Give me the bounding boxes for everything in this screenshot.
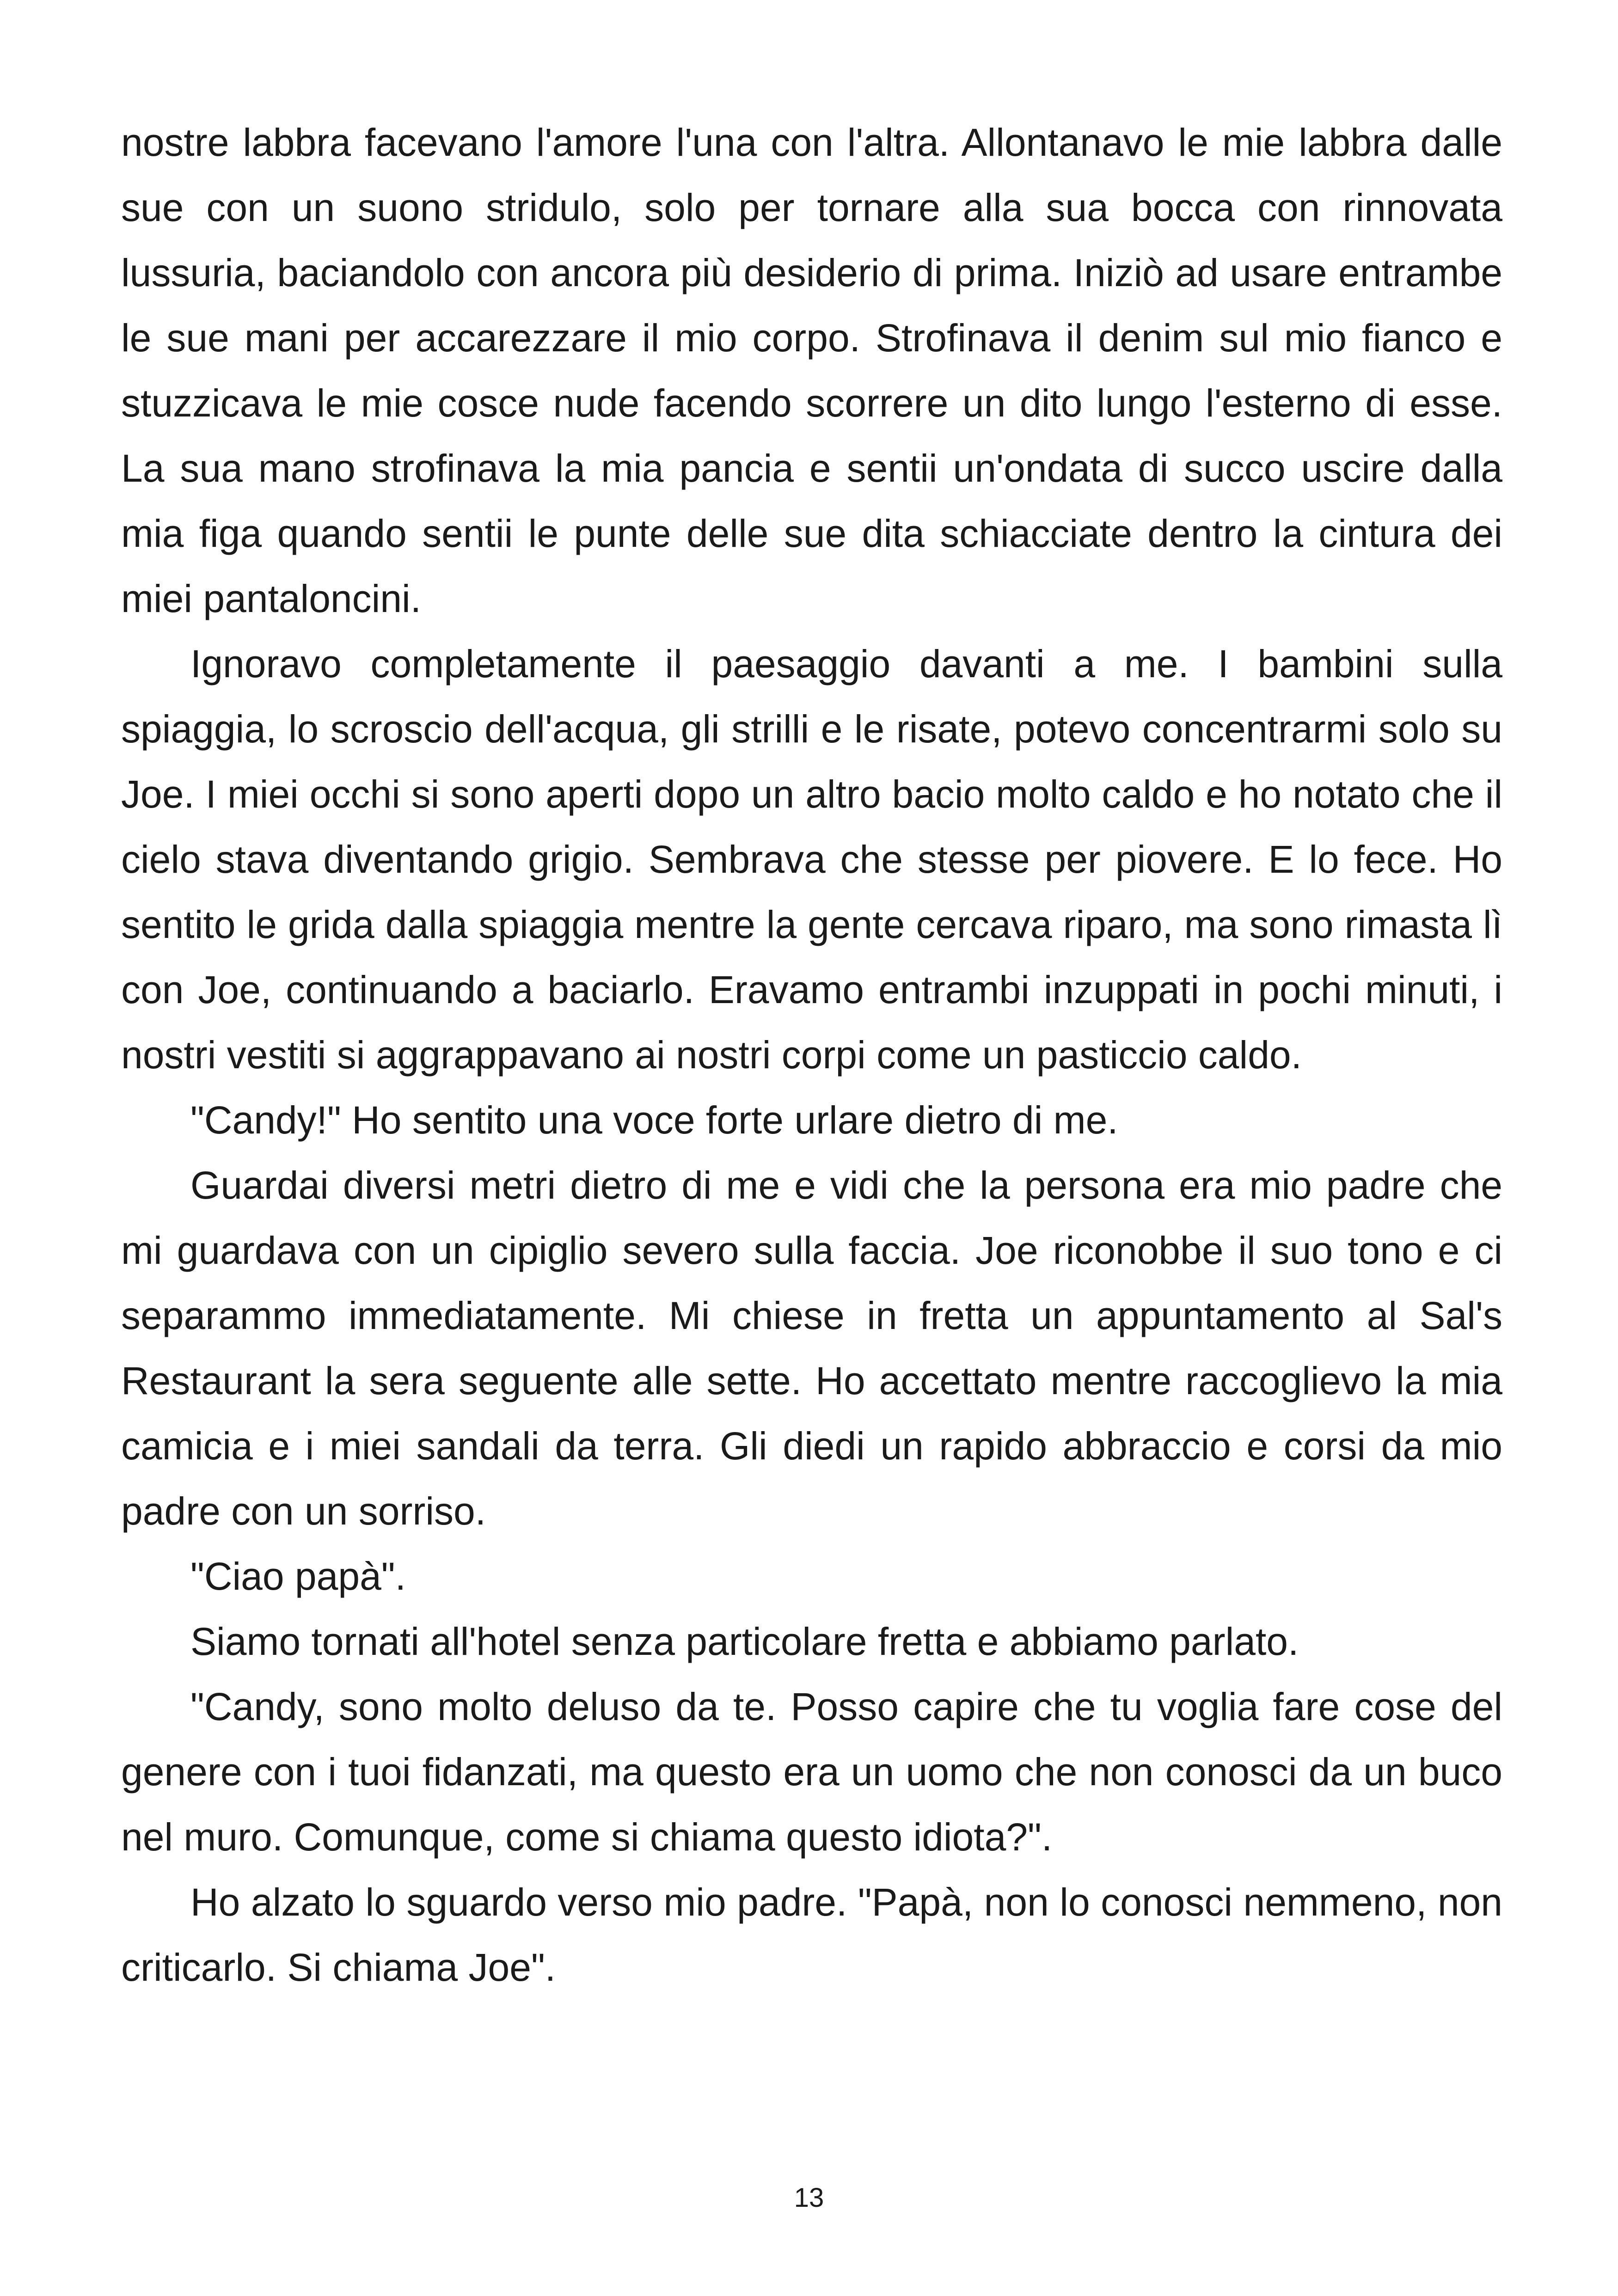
paragraph-5: "Ciao papà".	[190, 1555, 406, 1598]
paragraph-4: Guardai diversi metri dietro di me e vidi che la persona era mio padre che mi guardava con un cipiglio severo sulla faccia. Joe riconobbe il suo tono e ci separammo immediatamente. Mi chiese in fretta un appuntamento al Sal's Restaurant la sera seguente alle sette. Ho accettato mentre raccoglievo la mia camicia e i miei sandali da terra. Gli diedi un rapido abbraccio e corsi da mio padre con un sorriso.	[121, 1163, 1502, 1533]
paragraph-7: "Candy, sono molto deluso da te. Posso capire che tu voglia fare cose del genere con i tuoi fidanzati, ma questo era un uomo che non conosci da un buco nel muro. Comunque, come si chiama questo idiota?".	[121, 1685, 1502, 1859]
paragraph-8: Ho alzato lo sguardo verso mio padre. "Papà, non lo conosci nemmeno, non criticarlo. Si chiama Joe".	[121, 1880, 1502, 1989]
paragraph-1: nostre labbra facevano l'amore l'una con l'altra. Allontanavo le mie labbra dalle sue con un suono stridulo, solo per tornare alla sua bocca con rinnovata lussuria, baciandolo con ancora più desiderio di prima. Iniziò ad usare entrambe le sue mani per accarezzare il mio corpo. Strofinava il denim sul mio fianco e stuzzicava le mie cosce nude facendo scorrere un dito lungo l'esterno di esse. La sua mano strofinava la mia pancia e sentii un'ondata di succo uscire dalla mia figa quando sentii le punte delle sue dita schiacciate dentro la cintura dei miei pantaloncini.	[121, 121, 1502, 620]
paragraph-2: Ignoravo completamente il paesaggio davanti a me. I bambini sulla spiaggia, lo scroscio dell'acqua, gli strilli e le risate, potevo concentrarmi solo su Joe. I miei occhi si sono aperti dopo un altro bacio molto caldo e ho notato che il cielo stava diventando grigio. Sembrava che stesse per piovere. E lo fece. Ho sentito le grida dalla spiaggia mentre la gente cercava riparo, ma sono rimasta lì con Joe, continuando a baciarlo. Eravamo entrambi inzuppati in pochi minuti, i nostri vestiti si aggrappavano ai nostri corpi come un pasticcio caldo.	[121, 642, 1502, 1077]
paragraph-6: Siamo tornati all'hotel senza particolare fretta e abbiamo parlato.	[190, 1620, 1299, 1663]
page-body	[121, 110, 1502, 2000]
page-number: 13	[794, 2183, 824, 2213]
paragraph-3: "Candy!" Ho sentito una voce forte urlare dietro di me.	[190, 1098, 1118, 1142]
